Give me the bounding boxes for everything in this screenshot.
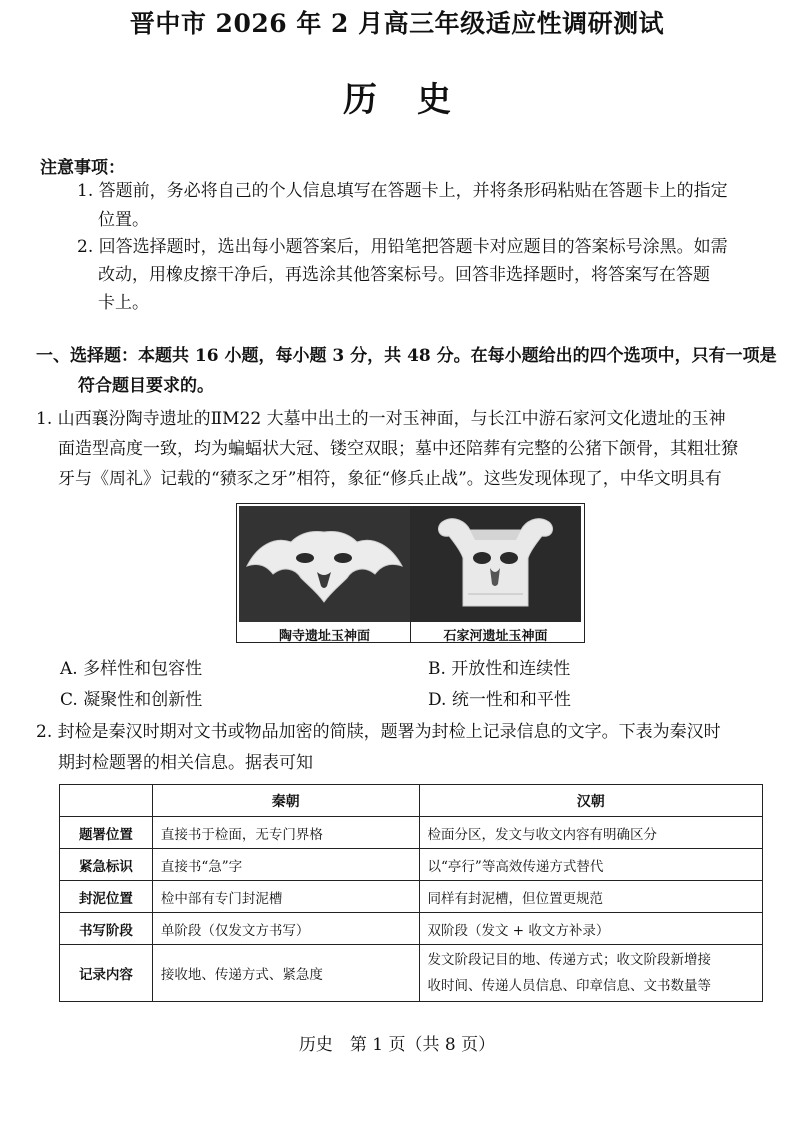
notice-item-2-line-1: 2. 回答选择题时，选出每小题答案后，用铅笔把答题卡对应题目的答案标号涂黑。如需	[77, 237, 728, 257]
han-cell-line-2: 收时间、传递人员信息、印章信息、文书数量等	[427, 978, 712, 994]
row-label: 书写阶段	[60, 913, 153, 945]
table-row	[60, 849, 763, 881]
han-cell	[419, 945, 762, 1002]
row-label: 记录内容	[60, 945, 153, 1002]
row-label: 题署位置	[60, 817, 153, 849]
section-1-heading-line-1: 一、选择题：本题共 16 小题，每小题 3 分，共 48 分。在每小题给出的四个选项中，只有一项是	[36, 346, 777, 366]
q1-stem-line-1: 1. 山西襄汾陶寺遗址的ⅡM22 大墓中出土的一对玉神面，与长江中游石家河文化遗址的玉神	[36, 409, 726, 429]
q1-option-a[interactable]: A. 多样性和包容性	[60, 659, 203, 679]
q1-option-c[interactable]: C. 凝聚性和创新性	[60, 690, 203, 710]
han-cell: 双阶段（发文 + 收文方补录）	[419, 913, 762, 945]
section-1-heading-line-2: 符合题目要求的。	[78, 376, 214, 396]
table-row	[60, 945, 763, 1002]
notice-title: 注意事项：	[40, 158, 125, 178]
exam-title: 晋中市 2026 年 2 月高三年级适应性调研测试	[129, 9, 665, 38]
page-footer: 历史 第 1 页（共 8 页）	[298, 1035, 496, 1055]
notice-item-1-line-2: 位置。	[98, 210, 149, 230]
table-header-blank	[60, 785, 153, 817]
table-header-row	[60, 785, 763, 817]
shijiahe-jade-mask-image	[410, 506, 581, 622]
q1-stem-line-3: 牙与《周礼》记载的“豮豕之牙”相符，象征“修兵止战”。这些发现体现了，中华文明具有	[58, 469, 722, 489]
han-cell: 检面分区，发文与收文内容有明确区分	[419, 817, 762, 849]
table-row	[60, 913, 763, 945]
table-header-qin: 秦朝	[152, 785, 419, 817]
q1-option-d[interactable]: D. 统一性和和平性	[428, 690, 571, 710]
qin-cell: 直接书“急”字	[152, 849, 419, 881]
table-header-han: 汉朝	[419, 785, 762, 817]
qin-cell: 直接书于检面，无专门界格	[152, 817, 419, 849]
qin-cell: 接收地、传递方式、紧急度	[152, 945, 419, 1002]
notice-item-1-line-1: 1. 答题前，务必将自己的个人信息填写在答题卡上，并将条形码粘贴在答题卡上的指定	[77, 181, 728, 201]
qin-cell: 检中部有专门封泥槽	[152, 881, 419, 913]
q1-figure	[236, 503, 585, 643]
q1-option-b[interactable]: B. 开放性和连续性	[428, 659, 571, 679]
shijiahe-jade-mask-panel	[410, 506, 581, 642]
notice-item-2-line-3: 卡上。	[98, 293, 149, 313]
taosi-jade-mask-panel	[239, 506, 411, 642]
row-label: 封泥位置	[60, 881, 153, 913]
q1-stem-line-2: 面造型高度一致，均为蝙蝠状大冠、镂空双眼；墓中还陪葬有完整的公猪下颌骨，其粗壮獠	[58, 439, 738, 459]
taosi-caption: 陶寺遗址玉神面	[278, 629, 370, 644]
qin-cell: 单阶段（仅发文方书写）	[152, 913, 419, 945]
han-cell: 同样有封泥槽，但位置更规范	[419, 881, 762, 913]
taosi-jade-mask-image	[239, 506, 410, 622]
notice-item-2-line-2: 改动，用橡皮擦干净后，再选涂其他答案标号。回答非选择题时，将答案写在答题	[98, 265, 710, 285]
table-row	[60, 881, 763, 913]
han-cell: 以“亭行”等高效传递方式替代	[419, 849, 762, 881]
shijiahe-caption: 石家河遗址玉神面	[443, 629, 548, 644]
q2-stem-line-2: 期封检题署的相关信息。据表可知	[58, 753, 313, 773]
han-cell-line-1: 发文阶段记目的地、传递方式；收文阶段新增接	[427, 952, 712, 968]
table-row	[60, 817, 763, 849]
qin-han-seal-table	[59, 784, 763, 1002]
row-label: 紧急标识	[60, 849, 153, 881]
q2-stem-line-1: 2. 封检是秦汉时期对文书或物品加密的简牍，题署为封检上记录信息的文字。下表为秦汉时	[36, 722, 721, 742]
subject-title: 历史	[343, 80, 491, 120]
